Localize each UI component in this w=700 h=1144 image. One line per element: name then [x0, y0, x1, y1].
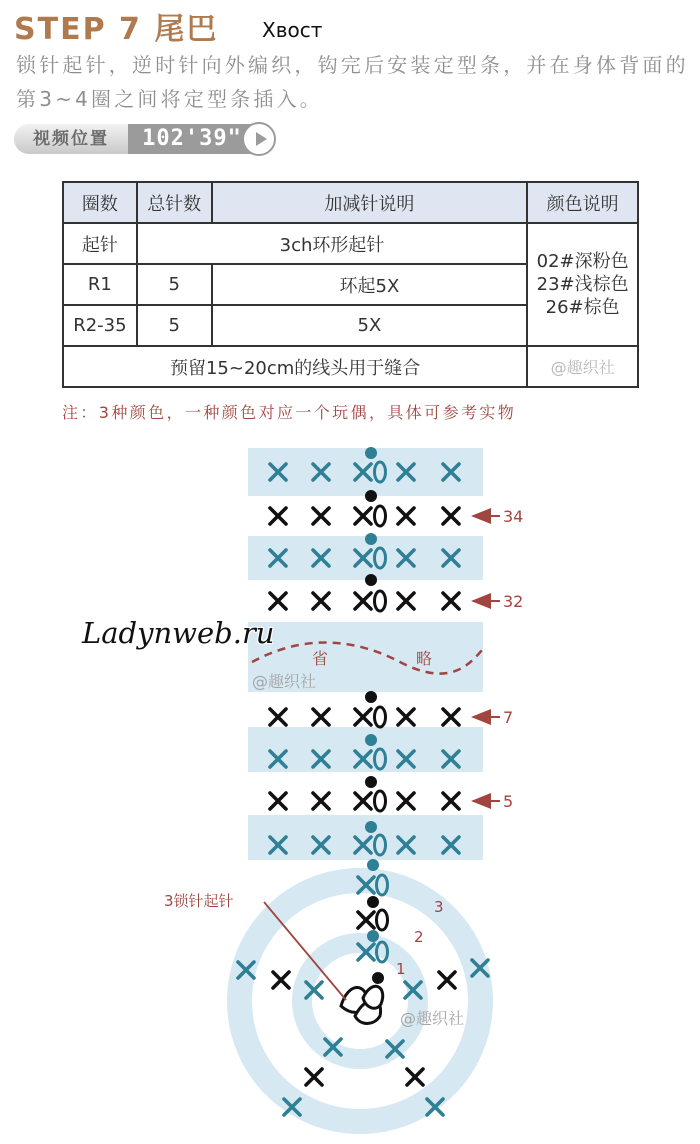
chain-icon: [375, 506, 386, 526]
row-5-label: 5: [503, 792, 514, 811]
slip-stitch-icon: [365, 574, 377, 586]
table-header-row: [63, 182, 638, 223]
single-crochet-icon: [398, 793, 414, 809]
single-crochet-icon: [270, 593, 286, 609]
chain-icon: [375, 707, 386, 727]
single-crochet-icon: [443, 709, 459, 725]
cell-instruction: 环起5X: [212, 264, 528, 305]
row-7-label: 7: [503, 708, 514, 727]
cell-instruction: 3ch环形起针: [137, 223, 527, 264]
translation-note: Хвост: [262, 18, 323, 42]
cell-colors: [527, 223, 638, 346]
chain-icon: [375, 591, 386, 611]
slip-stitch-icon: [365, 533, 377, 545]
diagram-watermark: @趣织社: [400, 1009, 465, 1028]
color-note: 注：3种颜色，一种颜色对应一个玩偶，具体可参考实物: [62, 403, 517, 422]
color-option: 26#棕色: [545, 297, 620, 318]
round-1-label: 1: [396, 960, 406, 978]
cell-footer-note: 预留15~20cm的线头用于缝合: [63, 346, 527, 387]
single-crochet-icon: [313, 709, 329, 725]
single-crochet-icon: [443, 593, 459, 609]
crochet-chart: [0, 430, 700, 1144]
cell-round: R2-35: [63, 305, 137, 346]
cell-round: R1: [63, 264, 137, 305]
single-crochet-icon: [443, 508, 459, 524]
single-crochet-icon: [313, 508, 329, 524]
single-crochet-icon: [313, 793, 329, 809]
single-crochet-icon: [398, 709, 414, 725]
table-watermark: @趣织社: [527, 346, 638, 387]
slip-stitch-icon: [365, 734, 377, 746]
omitted-left-label: 省: [312, 649, 329, 668]
color-option: 02#深粉色: [536, 251, 629, 272]
chain-icon: [375, 791, 386, 811]
cell-instruction: 5X: [212, 305, 528, 346]
video-time: 102'39": [128, 124, 256, 154]
cell-round: 起针: [63, 223, 137, 264]
header-color: 颜色说明: [527, 182, 638, 223]
single-crochet-icon: [398, 508, 414, 524]
slip-stitch-icon: [365, 691, 377, 703]
single-crochet-icon: [355, 793, 371, 809]
instruction-text: 锁针起针，逆时针向外编织，钩完后安装定型条，并在身体背面的第3~4圈之间将定型条插入。: [16, 53, 689, 111]
single-crochet-icon: [270, 508, 286, 524]
cell-count: 5: [137, 305, 212, 346]
slip-stitch-icon: [365, 447, 377, 459]
header-instruction: 加减针说明: [212, 182, 528, 223]
chain-start-label: 3锁针起针: [164, 892, 234, 910]
site-watermark: Ladynweb.ru: [82, 616, 275, 650]
single-crochet-icon: [355, 709, 371, 725]
diagram-watermark: @趣织社: [252, 672, 317, 691]
header-rounds: 圈数: [63, 182, 137, 223]
row-7-stitches: [270, 691, 459, 727]
video-label: 视频位置: [14, 124, 128, 154]
pattern-table: [62, 181, 639, 388]
row-32-label: 32: [503, 592, 524, 611]
slip-stitch-icon: [367, 859, 379, 871]
single-crochet-icon: [355, 593, 371, 609]
single-crochet-icon: [270, 709, 286, 725]
table-row: [63, 346, 638, 387]
header-stitch-count: 总针数: [137, 182, 212, 223]
slip-stitch-icon: [372, 972, 384, 984]
single-crochet-icon: [313, 593, 329, 609]
single-crochet-icon: [270, 793, 286, 809]
slip-stitch-icon: [367, 896, 379, 908]
omitted-right-label: 略: [416, 649, 433, 668]
row-5-stitches: [270, 776, 459, 811]
single-crochet-icon: [355, 508, 371, 524]
play-icon[interactable]: [242, 122, 276, 156]
slip-stitch-icon: [365, 821, 377, 833]
single-crochet-icon: [443, 793, 459, 809]
round-3-label: 3: [434, 898, 444, 916]
table-row: [63, 223, 638, 264]
slip-stitch-icon: [365, 776, 377, 788]
slip-stitch-icon: [367, 930, 379, 942]
row-34-label: 34: [503, 507, 524, 526]
color-option: 23#浅棕色: [536, 274, 629, 295]
cell-count: 5: [137, 264, 212, 305]
step-title: STEP 7 尾巴: [14, 12, 219, 47]
single-crochet-icon: [398, 593, 414, 609]
round-2-label: 2: [414, 928, 424, 946]
slip-stitch-icon: [365, 490, 377, 502]
